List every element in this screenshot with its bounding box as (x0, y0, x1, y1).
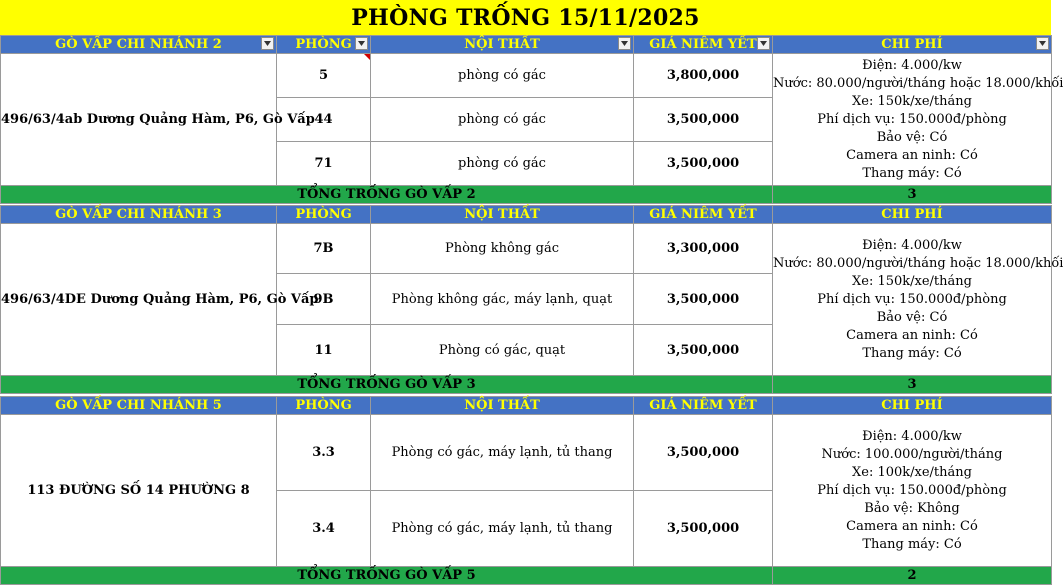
total-value[interactable]: 3 (773, 376, 1052, 394)
header-furniture: NỘI THẤT (371, 36, 634, 54)
chevron-down-icon[interactable] (1036, 37, 1049, 50)
room-cell[interactable]: 7B (277, 224, 371, 274)
address-cell[interactable]: 113 ĐƯỜNG SỐ 14 PHƯỜNG 8 (1, 415, 277, 567)
furniture-cell[interactable]: phòng có gác (371, 98, 634, 142)
room-cell[interactable]: 3.3 (277, 415, 371, 491)
room-cell[interactable]: 71 (277, 142, 371, 186)
address-cell[interactable]: 496/63/4ab Dương Quảng Hàm, P6, Gò Vấp (1, 54, 277, 186)
header-price: GIÁ NIÊM YẾT (634, 36, 773, 54)
header-room: PHÒNG (277, 36, 371, 54)
price-cell[interactable]: 3,300,000 (634, 224, 773, 274)
comment-marker (364, 54, 370, 60)
total-label[interactable]: TỔNG TRỐNG GÒ VẤP 3 (1, 376, 773, 394)
cost-cell[interactable]: Điện: 4.000/kw Nước: 100.000/người/tháng Xe: 100k/xe/tháng Phí dịch vụ: 150.000đ/phòng Bảo vệ: Không Camera an ninh: Có Thang máy: Có (773, 415, 1052, 567)
price-cell[interactable]: 3,500,000 (634, 491, 773, 567)
sheet-title: PHÒNG TRỐNG 15/11/2025 (0, 0, 1051, 35)
furniture-cell[interactable]: Phòng không gác, máy lạnh, quạt (371, 274, 634, 325)
chevron-down-icon[interactable] (355, 37, 368, 50)
branch-table-3 (0, 205, 1063, 394)
furniture-cell[interactable]: phòng có gác (371, 54, 634, 98)
furniture-cell[interactable]: Phòng có gác, máy lạnh, tủ thang (371, 491, 634, 567)
room-cell[interactable]: 44 (277, 98, 371, 142)
cost-cell[interactable]: Điện: 4.000/kw Nước: 80.000/người/tháng hoặc 18.000/khối Xe: 150k/xe/tháng Phí dịch vụ: 150.000đ/phòng Bảo vệ: Có Camera an ninh: Có Thang máy: Có (773, 54, 1052, 186)
total-value[interactable]: 2 (773, 567, 1052, 585)
furniture-cell[interactable]: Phòng có gác, máy lạnh, tủ thang (371, 415, 634, 491)
price-cell[interactable]: 3,800,000 (634, 54, 773, 98)
header-branch: GÒ VẤP CHI NHÁNH 3 (1, 206, 277, 224)
branch-table-5 (0, 396, 1052, 585)
price-cell[interactable]: 3,500,000 (634, 274, 773, 325)
furniture-cell[interactable]: Phòng không gác (371, 224, 634, 274)
furniture-cell[interactable]: phòng có gác (371, 142, 634, 186)
header-branch: GÒ VẤP CHI NHÁNH 5 (1, 397, 277, 415)
furniture-cell[interactable]: Phòng có gác, quạt (371, 325, 634, 376)
branch-table-2 (0, 35, 1063, 204)
total-label[interactable]: TỔNG TRỐNG GÒ VẤP 2 (1, 186, 773, 204)
room-cell[interactable]: 5 (277, 54, 371, 98)
header-room: PHÒNG (277, 397, 371, 415)
chevron-down-icon[interactable] (261, 37, 274, 50)
price-cell[interactable]: 3,500,000 (634, 142, 773, 186)
price-cell[interactable]: 3,500,000 (634, 415, 773, 491)
chevron-down-icon[interactable] (757, 37, 770, 50)
header-room: PHÒNG (277, 206, 371, 224)
header-cost: CHI PHÍ (773, 36, 1052, 54)
header-cost: CHI PHÍ (773, 397, 1052, 415)
price-cell[interactable]: 3,500,000 (634, 325, 773, 376)
price-cell[interactable]: 3,500,000 (634, 98, 773, 142)
total-value[interactable]: 3 (773, 186, 1052, 204)
cost-cell[interactable]: Điện: 4.000/kw Nước: 80.000/người/tháng hoặc 18.000/khối Xe: 150k/xe/tháng Phí dịch vụ: 150.000đ/phòng Bảo vệ: Có Camera an ninh: Có Thang máy: Có (773, 224, 1052, 376)
header-price: GIÁ NIÊM YẾT (634, 397, 773, 415)
header-branch: GÒ VẤP CHI NHÁNH 2 (1, 36, 277, 54)
room-cell[interactable]: 9B (277, 274, 371, 325)
header-price: GIÁ NIÊM YẾT (634, 206, 773, 224)
room-cell[interactable]: 11 (277, 325, 371, 376)
header-furniture: NỘI THẤT (371, 397, 634, 415)
chevron-down-icon[interactable] (618, 37, 631, 50)
total-label[interactable]: TỔNG TRỐNG GÒ VẤP 5 (1, 567, 773, 585)
header-cost: CHI PHÍ (773, 206, 1052, 224)
header-furniture: NỘI THẤT (371, 206, 634, 224)
room-cell[interactable]: 3.4 (277, 491, 371, 567)
address-cell[interactable]: 496/63/4DE Dương Quảng Hàm, P6, Gò Vấp (1, 224, 277, 376)
